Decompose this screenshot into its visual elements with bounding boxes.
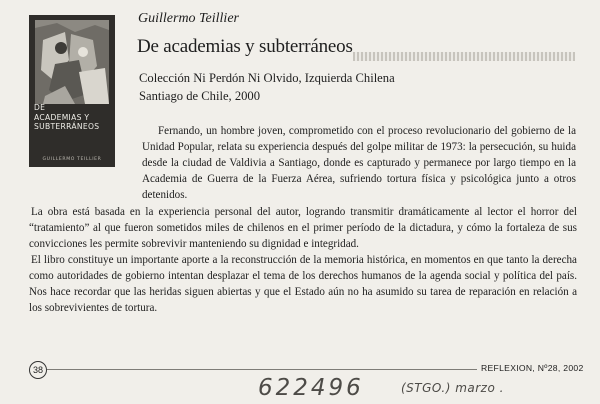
cover-title-line: ACADEMIAS Y — [34, 112, 90, 122]
page-number: 38 — [29, 361, 47, 379]
cover-title-line: SUBTERRÁNEOS — [34, 122, 100, 131]
paragraph-2: La obra está basada en la experiencia personal del autor, logrando transmitir dramáticamente al lector el horror del “tratamiento” al que fueron sometidos miles de chilenos en el primer período de la dictadura, y cómo la fortaleza de sus convicciones les permite sobrevivir manteniendo su dignidad e integridad. — [29, 206, 577, 250]
magazine-reference: REFLEXION, Nº28, 2002 — [481, 363, 584, 373]
publication-info — [139, 69, 395, 105]
cover-artwork — [35, 20, 109, 104]
cover-title — [34, 103, 112, 132]
publisher: Colección Ni Perdón Ni Olvido, Izquierda Chilena — [139, 71, 395, 85]
handwritten-number: 622496 — [258, 375, 364, 401]
paragraph-3: El libro constituye un importante aporte a la reconstrucción de la memoria histórica, en momentos en que tanto la derecha como autoridades de gobierno intentan desplazar el tema de los derechos humanos de la agenda social y política del país. Nos hace recordar que las heridas siguen abiertas y que el Estado aún no ha asumido su tarea de reparación en relación a los sobrevivientes de tortura. — [29, 254, 577, 314]
paragraph-1: Fernando, un hombre joven, comprometido con el proceso revolucionario del gobierno de la Unidad Popular, relata su experiencia después del golpe militar de 1973: la persecución, su huida desde la ciudad de Valdivia a Santiago, donde es capturado y permanece por largo tiempo en la Academia de Guerra de la Fuerza Aérea, sufriendo tortura física y psicológica junto a otros detenidos. — [142, 125, 576, 201]
footer-divider — [47, 369, 477, 370]
cover-artwork-illustration — [35, 20, 109, 104]
book-cover-image — [29, 15, 115, 167]
cover-author: GUILLERMO TEILLIER — [42, 157, 102, 162]
title-divider — [353, 52, 575, 61]
handwritten-note: (STGO.) marzo . — [401, 381, 504, 395]
place-year: Santiago de Chile, 2000 — [139, 89, 261, 103]
book-title: De academias y subterráneos — [137, 36, 353, 57]
cover-title-line: DE — [34, 103, 46, 112]
book-author: Guillermo Teillier — [138, 11, 239, 26]
